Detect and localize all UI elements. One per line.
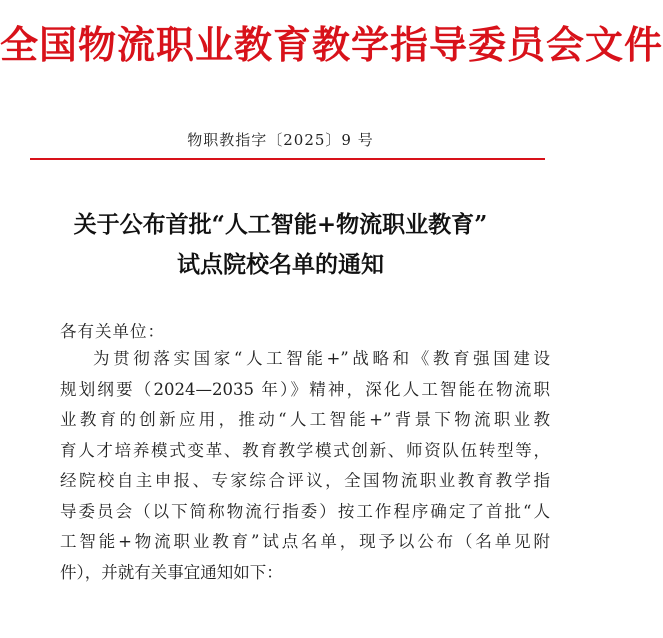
document-number: 物职教指字〔2025〕9 号 [187, 131, 374, 149]
body-line: 业教育的创新应用，推动“人工智能+”背景下物流职业教 [60, 410, 550, 429]
issuing-organization-title: 全国物流职业教育教学指导委员会文件 [0, 22, 663, 67]
body-line: 件），并就有关事宜通知如下： [60, 562, 283, 582]
notice-title-line: 试点院校名单的通知 [177, 251, 384, 278]
body-line: 导委员会（以下简称物流行指委）按工作程序确定了首批“人 [60, 501, 550, 521]
body-line: 为贯彻落实国家“人工智能+”战略和《教育强国建设 [93, 349, 550, 368]
notice-title [0, 205, 561, 285]
body-line: 规划纲要（2024—2035 年）》精神，深化人工智能在物流职 [60, 379, 550, 399]
body-line: 工智能+物流职业教育”试点名单，现予以公布（名单见附 [60, 532, 550, 551]
salutation: 各有关单位： [60, 322, 165, 341]
notice-title-line: 关于公布首批“人工智能+物流职业教育” [73, 211, 488, 238]
body-line: 育人才培养模式变革、教育教学模式创新、师资队伍转型等， [60, 440, 550, 460]
red-divider-line [30, 158, 545, 160]
notice-body [60, 344, 550, 588]
body-line: 经院校自主申报、专家综合评议，全国物流职业教育教学指 [60, 471, 550, 490]
